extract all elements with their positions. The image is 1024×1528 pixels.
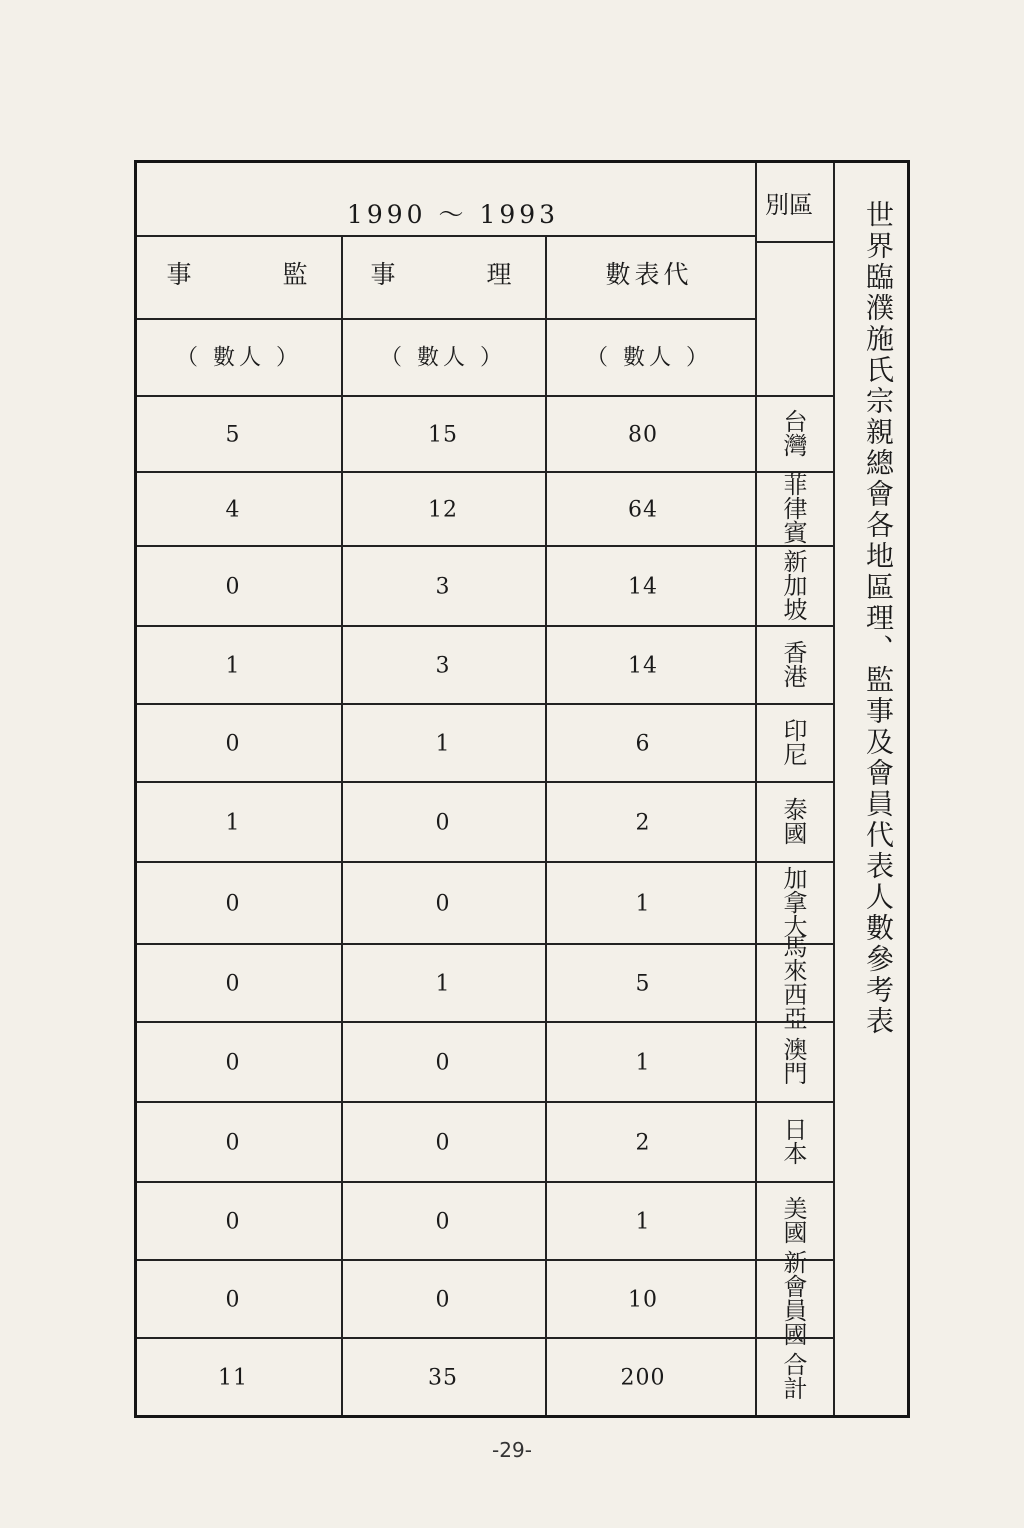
row-divider	[137, 1181, 833, 1183]
representatives-count: 14	[628, 653, 658, 679]
directors-column-header: 事 理	[370, 260, 516, 289]
supervisors-count: 4	[225, 497, 241, 523]
supervisors-count: 5	[225, 422, 241, 448]
directors-count: 0	[435, 1050, 451, 1076]
row-divider	[137, 545, 833, 547]
reference-table	[134, 160, 910, 1418]
directors-count: 0	[435, 1287, 451, 1313]
region-name: 新會員國	[779, 1250, 807, 1346]
directors-count: 35	[428, 1365, 458, 1391]
column-header-divider	[137, 318, 755, 320]
column-divider-1	[341, 235, 343, 1415]
supervisors-count: 0	[225, 574, 241, 600]
representatives-count: 80	[628, 422, 658, 448]
directors-count: 0	[435, 891, 451, 917]
directors-count: 1	[435, 731, 451, 757]
region-name: 馬來西亞	[779, 934, 807, 1030]
supervisors-count: 0	[225, 1130, 241, 1156]
row-divider	[137, 1337, 833, 1339]
supervisors-count: 0	[225, 1050, 241, 1076]
region-name: 合計	[779, 1352, 807, 1400]
region-name: 菲律賓	[779, 472, 807, 544]
period-header: 1990 ～ 1993	[346, 200, 560, 229]
region-name: 泰國	[779, 797, 807, 845]
supervisors-count: 0	[225, 971, 241, 997]
row-divider	[137, 625, 833, 627]
supervisors-count: 1	[225, 810, 241, 836]
supervisors-count: 0	[225, 891, 241, 917]
representatives-count: 2	[635, 810, 651, 836]
row-divider	[137, 471, 833, 473]
representatives-count: 5	[635, 971, 651, 997]
region-name: 加拿大	[779, 866, 807, 938]
supervisors-count: 0	[225, 1287, 241, 1313]
representatives-count: 1	[635, 1209, 651, 1235]
representatives-count: 6	[635, 731, 651, 757]
title-column-divider	[833, 163, 835, 1415]
representatives-count: 2	[635, 1130, 651, 1156]
directors-count: 0	[435, 1209, 451, 1235]
row-divider	[137, 703, 833, 705]
row-divider	[137, 861, 833, 863]
directors-unit-label: （ 數人 ）	[380, 345, 506, 371]
directors-count: 3	[435, 574, 451, 600]
column-divider-2	[545, 235, 547, 1415]
supervisors-count: 11	[218, 1365, 248, 1391]
region-column-divider	[755, 163, 757, 1415]
row-divider	[137, 395, 833, 397]
supervisors-count: 0	[225, 1209, 241, 1235]
representatives-column-header: 數表代	[605, 260, 693, 289]
row-divider	[137, 1021, 833, 1023]
region-name: 澳門	[779, 1037, 807, 1085]
representatives-unit-label: （ 數人 ）	[586, 345, 712, 371]
region-name: 印尼	[779, 718, 807, 766]
representatives-count: 200	[620, 1365, 666, 1391]
directors-count: 0	[435, 810, 451, 836]
row-divider	[137, 781, 833, 783]
representatives-count: 1	[635, 891, 651, 917]
supervisors-unit-label: （ 數人 ）	[176, 345, 302, 371]
region-name: 香港	[779, 640, 807, 688]
directors-count: 15	[428, 422, 458, 448]
directors-count: 0	[435, 1130, 451, 1156]
region-name: 日本	[779, 1117, 807, 1165]
page-number: -29-	[492, 1438, 532, 1462]
region-name: 美國	[779, 1196, 807, 1244]
period-header-divider	[137, 235, 755, 237]
row-divider	[137, 1101, 833, 1103]
table-title: 世界臨濮施氏宗親總會各地區理、監事及會員代表人數參考表	[862, 200, 895, 1037]
row-divider	[137, 1259, 833, 1261]
region-header: 別區	[765, 191, 813, 219]
region-name: 新加坡	[779, 549, 807, 621]
directors-count: 12	[428, 497, 458, 523]
representatives-count: 14	[628, 574, 658, 600]
supervisors-column-header: 事 監	[166, 260, 312, 289]
representatives-count: 10	[628, 1287, 658, 1313]
representatives-count: 64	[628, 497, 658, 523]
supervisors-count: 0	[225, 731, 241, 757]
region-name: 台灣	[779, 409, 807, 457]
representatives-count: 1	[635, 1050, 651, 1076]
supervisors-count: 1	[225, 653, 241, 679]
region-header-divider	[755, 241, 833, 243]
directors-count: 3	[435, 653, 451, 679]
row-divider	[137, 943, 833, 945]
directors-count: 1	[435, 971, 451, 997]
